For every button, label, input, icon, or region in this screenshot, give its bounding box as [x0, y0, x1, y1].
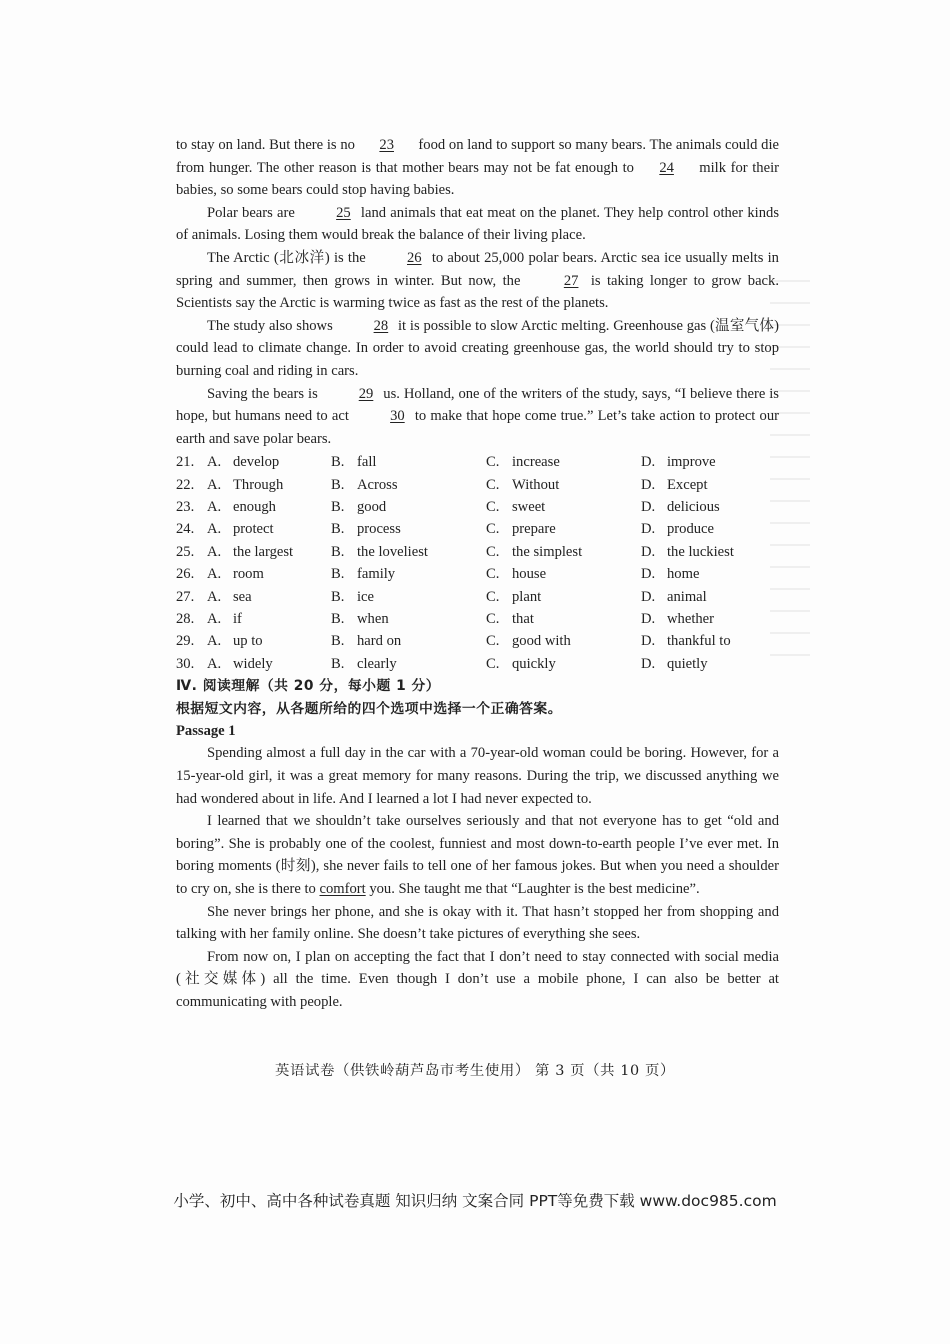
- option-row: [176, 451, 779, 473]
- option-letter: B.: [331, 633, 345, 650]
- option-text: prepare: [512, 521, 556, 538]
- option-d: [641, 518, 751, 540]
- option-letter: B.: [331, 454, 345, 471]
- cloze-blank: 29: [358, 385, 374, 402]
- text-run: Saving the bears is: [207, 385, 322, 402]
- cloze-blank: 27: [563, 272, 579, 289]
- option-row: [176, 586, 779, 608]
- cloze-paragraph: [176, 315, 779, 383]
- option-text: the largest: [233, 543, 294, 560]
- option-d: [641, 563, 751, 585]
- option-letter: D.: [641, 476, 656, 493]
- section-instruction: 根据短文内容，从各题所给的四个选项中选择一个正确答案。: [176, 700, 563, 717]
- option-letter: D.: [641, 566, 656, 583]
- option-row: [176, 541, 779, 563]
- option-letter: A.: [207, 476, 222, 493]
- option-text: Through: [233, 476, 284, 493]
- option-letter: A.: [207, 566, 222, 583]
- option-letter: A.: [207, 543, 222, 560]
- option-text: house: [512, 566, 547, 583]
- option-text: delicious: [667, 499, 720, 516]
- option-letter: A.: [207, 588, 222, 605]
- option-b: [331, 451, 486, 473]
- option-text: sea: [233, 588, 252, 605]
- question-number: 27.: [176, 588, 195, 605]
- text-run: The study also shows: [207, 317, 337, 334]
- option-letter: B.: [331, 543, 345, 560]
- option-row: [176, 608, 779, 630]
- option-letter: A.: [207, 499, 222, 516]
- text-run: to stay on land. But there is no: [176, 137, 359, 153]
- option-letter: D.: [641, 543, 656, 560]
- option-text: the loveliest: [357, 543, 428, 560]
- option-text: fall: [357, 454, 377, 471]
- option-text: the luckiest: [667, 543, 734, 560]
- question-number: 25.: [176, 543, 195, 560]
- cloze-blank: 25: [336, 204, 351, 221]
- text-run: it is possible to slow Arctic melting. Greenhouse gas (温室气体) could lead to climate change. In order to avoid creating greenhouse gas, the world should try to stop burning coal and riding in cars.: [176, 317, 779, 379]
- option-letter: D.: [641, 521, 656, 538]
- option-text: Without: [512, 476, 560, 493]
- cloze-options: [176, 451, 779, 675]
- option-a: [207, 474, 331, 496]
- passage-paragraph: [176, 901, 779, 946]
- option-letter: C.: [486, 655, 500, 672]
- option-text: home: [667, 566, 700, 583]
- text-run: Spending almost a full day in the car with a 70-year-old woman could be boring. However, for a 15-year-old girl, it was a great memory for many reasons. During the trip, we discussed anything we had wondered about in life. And I learned a lot I had never expected to.: [176, 745, 779, 807]
- option-letter: A.: [207, 521, 222, 538]
- option-text: increase: [512, 454, 560, 471]
- option-c: [486, 451, 641, 473]
- option-c: [486, 608, 641, 630]
- option-text: animal: [667, 588, 707, 605]
- text-run: milk for their babies, so some bears could stop having babies.: [176, 159, 779, 199]
- question-number: 21.: [176, 454, 195, 471]
- option-letter: C.: [486, 588, 500, 605]
- option-text: widely: [233, 655, 273, 672]
- option-text: hard on: [357, 633, 402, 650]
- option-letter: D.: [641, 633, 656, 650]
- option-text: Except: [667, 476, 708, 493]
- option-c: [486, 496, 641, 518]
- option-b: [331, 496, 486, 518]
- option-letter: C.: [486, 543, 500, 560]
- question-number: 28.: [176, 611, 195, 628]
- page-content: [176, 134, 779, 1014]
- option-b: [331, 474, 486, 496]
- page-footer: 英语试卷（供铁岭葫芦岛市考生使用） 第 3 页（共 10 页）: [275, 1063, 675, 1079]
- option-row: [176, 518, 779, 540]
- cloze-paragraph: [176, 134, 779, 202]
- option-b: [331, 608, 486, 630]
- underlined-word: comfort: [319, 881, 366, 897]
- option-text: that: [512, 611, 534, 628]
- option-d: [641, 653, 751, 675]
- option-letter: A.: [207, 655, 222, 672]
- option-d: [641, 496, 751, 518]
- option-text: ice: [357, 588, 375, 605]
- option-letter: A.: [207, 454, 222, 471]
- option-d: [641, 474, 751, 496]
- option-b: [331, 586, 486, 608]
- cloze-blank: 23: [379, 137, 394, 153]
- question-number: 24.: [176, 521, 195, 538]
- option-c: [486, 474, 641, 496]
- option-row: [176, 653, 779, 675]
- option-a: [207, 563, 331, 585]
- option-text: thankful to: [667, 633, 731, 650]
- text-run: to make that hope come true.” Let’s take action to protect our earth and save polar bears.: [176, 408, 779, 447]
- option-text: family: [357, 566, 396, 583]
- reading-passage: [176, 742, 779, 1013]
- cloze-paragraph: [176, 202, 779, 247]
- option-letter: C.: [486, 454, 500, 471]
- option-text: good: [357, 499, 387, 516]
- question-number: 26.: [176, 566, 195, 583]
- option-b: [331, 518, 486, 540]
- option-text: produce: [667, 521, 715, 538]
- option-text: enough: [233, 499, 276, 516]
- option-text: plant: [512, 588, 542, 605]
- option-d: [641, 586, 751, 608]
- option-letter: C.: [486, 633, 500, 650]
- option-text: when: [357, 611, 389, 628]
- text-run: The Arctic (北冰洋) is the: [207, 249, 370, 266]
- cloze-paragraph: [176, 247, 779, 315]
- option-d: [641, 541, 751, 563]
- option-letter: B.: [331, 588, 345, 605]
- option-letter: D.: [641, 588, 656, 605]
- option-b: [331, 563, 486, 585]
- option-text: clearly: [357, 655, 397, 672]
- text-run: you. She taught me that “Laughter is the best medicine”.: [365, 881, 700, 897]
- text-run: to about 25,000 polar bears. Arctic sea ice usually melts in spring and summer, then grows in winter. But now, the: [176, 249, 779, 289]
- option-text: quietly: [667, 655, 708, 672]
- option-letter: D.: [641, 655, 656, 672]
- option-letter: C.: [486, 566, 500, 583]
- option-letter: B.: [331, 521, 345, 538]
- option-text: up to: [233, 633, 263, 650]
- option-a: [207, 608, 331, 630]
- option-text: protect: [233, 521, 274, 538]
- option-d: [641, 451, 751, 473]
- option-letter: C.: [486, 499, 500, 516]
- cloze-blank: 26: [406, 249, 422, 266]
- option-letter: D.: [641, 611, 656, 628]
- text-run: land animals that eat meat on the planet. They help control other kinds of animals. Losing them would break the balance of their living place.: [176, 204, 779, 244]
- text-run: us. Holland, one of the writers of the study, says, “I believe there is hope, but humans need to act: [176, 385, 779, 425]
- text-run: From now on, I plan on accepting the fact that I don’t need to stay connected with social media (社交媒体) all the time. Even though I don’t use a mobile phone, I can also be better at communicating with people.: [176, 948, 779, 1010]
- option-text: the simplest: [512, 543, 583, 560]
- option-letter: A.: [207, 633, 222, 650]
- option-text: room: [233, 566, 264, 583]
- option-text: good with: [512, 633, 571, 650]
- option-b: [331, 541, 486, 563]
- question-number: 23.: [176, 499, 195, 516]
- option-a: [207, 630, 331, 652]
- option-letter: C.: [486, 611, 500, 628]
- option-c: [486, 653, 641, 675]
- download-watermark: 小学、初中、高中各种试卷真题 知识归纳 文案合同 PPT等免费下载 www.doc985.com: [173, 1192, 777, 1210]
- option-b: [331, 653, 486, 675]
- option-letter: C.: [486, 476, 500, 493]
- text-run: She never brings her phone, and she is okay with it. That hasn’t stopped her from shopping and talking with her family online. She doesn’t take pictures of everything she sees.: [176, 903, 779, 943]
- cloze-blank: 24: [659, 159, 674, 176]
- passage-paragraph: [176, 946, 779, 1014]
- text-run: Polar bears are: [207, 204, 300, 221]
- option-text: process: [357, 521, 401, 538]
- option-a: [207, 451, 331, 473]
- option-c: [486, 518, 641, 540]
- cloze-paragraph: [176, 383, 779, 451]
- option-row: [176, 630, 779, 652]
- option-text: if: [233, 611, 242, 628]
- question-number: 22.: [176, 476, 195, 493]
- option-a: [207, 541, 331, 563]
- option-text: develop: [233, 454, 280, 471]
- text-run: I learned that we shouldn’t take ourselves seriously and that not everyone has to get “old and boring”. She is probably one of the coolest, funniest and most down-to-earth people I’ve ever met. In boring moments (时刻), she never fails to tell one of her famous jokes. But when you need a shoulder to cry on, she is there to: [176, 813, 779, 897]
- option-row: [176, 474, 779, 496]
- option-b: [331, 630, 486, 652]
- option-a: [207, 496, 331, 518]
- option-letter: B.: [331, 476, 345, 493]
- question-number: 30.: [176, 655, 195, 672]
- cloze-blank: 30: [390, 408, 405, 425]
- question-number: 29.: [176, 633, 195, 650]
- option-text: sweet: [512, 499, 546, 516]
- option-row: [176, 496, 779, 518]
- passage-paragraph: [176, 810, 779, 900]
- option-text: whether: [667, 611, 715, 628]
- option-text: improve: [667, 454, 716, 471]
- passage-title: Passage 1: [176, 723, 236, 740]
- option-d: [641, 630, 751, 652]
- text-run: is taking longer to grow back. Scientists say the Arctic is warming twice as fast as the rest of the planets.: [176, 272, 779, 312]
- option-letter: A.: [207, 611, 222, 628]
- option-letter: B.: [331, 611, 345, 628]
- option-letter: B.: [331, 499, 345, 516]
- option-letter: D.: [641, 454, 656, 471]
- option-letter: D.: [641, 499, 656, 516]
- option-letter: B.: [331, 566, 345, 583]
- option-text: quickly: [512, 655, 556, 672]
- cloze-passage: [176, 134, 779, 450]
- text-run: food on land to support so many bears. The animals could die from hunger. The other reason is that mother bears may not be fat enough to: [176, 137, 779, 176]
- option-c: [486, 563, 641, 585]
- passage-paragraph: [176, 742, 779, 810]
- option-text: Across: [357, 476, 398, 493]
- option-a: [207, 518, 331, 540]
- option-c: [486, 586, 641, 608]
- option-row: [176, 563, 779, 585]
- option-letter: C.: [486, 521, 500, 538]
- section-heading: Ⅳ. 阅读理解（共 20 分，每小题 1 分）: [176, 678, 441, 695]
- option-a: [207, 653, 331, 675]
- option-letter: B.: [331, 655, 345, 672]
- option-a: [207, 586, 331, 608]
- cloze-blank: 28: [373, 317, 389, 334]
- option-c: [486, 630, 641, 652]
- option-d: [641, 608, 751, 630]
- option-c: [486, 541, 641, 563]
